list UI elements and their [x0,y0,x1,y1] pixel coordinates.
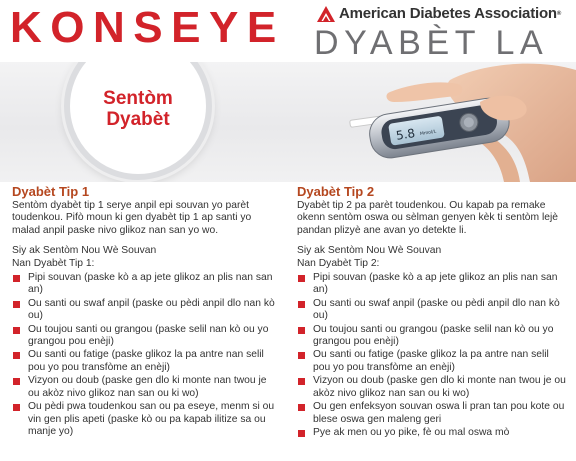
type2-intro: Dyabèt tip 2 pa parèt toudenkou. Ou kapab pa remake okenn sentòm oswa ou sèlman genyen kèk ti sentòm lejè pandan plizyè ane avan yo detekte li. [297,200,559,236]
symptom-text: Ou santi ou fatige (paske glikoz la pa antre nan selil pou yo pou transfòme an enèji) [28,349,264,373]
title-badge [64,62,212,180]
symptom-text: Pipi souvan (paske kò a ap jete glikoz an plis nan san an) [313,272,558,296]
ada-triangle-icon [316,5,336,23]
type1-heading: Dyabèt Tip 1 [12,184,90,199]
symptom-text: Vizyon ou doub (paske gen dlo ki monte nan twou je ou akòz nivo glikoz nan san ou ki wo) [313,375,566,399]
type2-list-heading [297,245,567,270]
masthead [0,0,576,62]
type1-column [12,184,280,439]
bullet-square-icon [298,404,305,411]
symptom-item [12,298,280,323]
badge-line-2: Dyabèt [106,109,170,130]
bullet-square-icon [13,378,20,385]
bullet-square-icon [13,327,20,334]
symptom-text: Ou santi ou swaf anpil (paske ou pèdi anpil dlo nan kò ou) [28,297,275,322]
symptom-text: Ou pèdi pwa toudenkou san ou pa eseye, menm si ou vin gen plis apeti (paske kò ou pa kapab ilitize sa ou manje yo) [28,401,275,437]
symptom-item [12,401,280,438]
type1-list-heading-line-1: Siy ak Sentòm Nou Wè Souvan [12,245,157,257]
type2-symptom-list [297,272,567,439]
type2-list-heading-line-1: Siy ak Sentòm Nou Wè Souvan [297,245,442,257]
meter-reading: 5.8 [394,126,417,143]
type2-heading: Dyabèt Tip 2 [297,184,375,199]
symptom-item [12,272,280,297]
bullet-square-icon [13,301,20,308]
type1-intro: Sentòm dyabèt tip 1 serye anpil epi souvan yo parèt toudenkou. Pifò moun ki gen dyabèt tip 1 ap santi yo malad anpil paske nivo glikoz nan san yo wo. [12,200,252,236]
bullet-square-icon [298,275,305,282]
symptom-text: Ou santi ou swaf anpil (paske ou pèdi anpil dlo nan kò ou) [313,297,560,322]
ada-logo [316,4,561,24]
brand-title: KONSEYE [10,3,285,52]
symptom-text: Ou santi ou fatige (paske glikoz la pa antre nan selil pou yo pou transfòme an enèji) [313,349,549,373]
type2-list-heading-line-2: Nan Dyabèt Tip 2: [297,257,380,269]
bullet-square-icon [13,404,20,411]
type2-column [297,184,567,440]
symptom-item [297,298,567,323]
bullet-square-icon [298,378,305,385]
symptom-item [297,375,567,400]
type1-symptom-list [12,272,280,438]
glucose-meter-hand-image [330,62,576,182]
badge-title [70,88,206,130]
meter-unit: Mmol/L [419,129,437,138]
org-name: American Diabetes Association® [339,5,562,22]
page-subtitle: DYABÈT LA [314,24,549,62]
bullet-square-icon [13,352,20,359]
type1-list-heading [12,245,280,270]
symptom-item [297,427,567,439]
symptom-text: Ou gen enfeksyon souvan oswa li pran tan pou kote ou blese oswa gen maleng geri [313,401,565,425]
symptom-item [12,375,280,400]
org-trademark: ® [556,11,562,17]
symptom-item [297,349,567,374]
badge-line-1: Sentòm [103,88,173,109]
bullet-square-icon [298,352,305,359]
bullet-square-icon [298,327,305,334]
symptom-item [12,349,280,374]
symptom-text: Pye ak men ou yo pike, fè ou mal oswa mò [313,426,510,438]
symptom-text: Ou toujou santi ou grangou (paske selil nan kò ou yo grangou pou enèji) [313,323,554,348]
bullet-square-icon [298,430,305,437]
bullet-square-icon [298,301,305,308]
symptom-item [297,272,567,297]
symptom-item [12,324,280,349]
symptom-text: Vizyon ou doub (paske gen dlo ki monte nan twou je ou akòz nivo glikoz nan san ou ki wo) [28,375,267,399]
hero-banner [0,62,576,182]
symptom-text: Ou toujou santi ou grangou (paske selil nan kò ou yo grangou pou enèji) [28,323,269,348]
symptom-item [297,401,567,426]
symptom-item [297,324,567,349]
type1-list-heading-line-2: Nan Dyabèt Tip 1: [12,257,95,269]
bullet-square-icon [13,275,20,282]
symptom-text: Pipi souvan (paske kò a ap jete glikoz an plis nan san an) [28,272,273,296]
